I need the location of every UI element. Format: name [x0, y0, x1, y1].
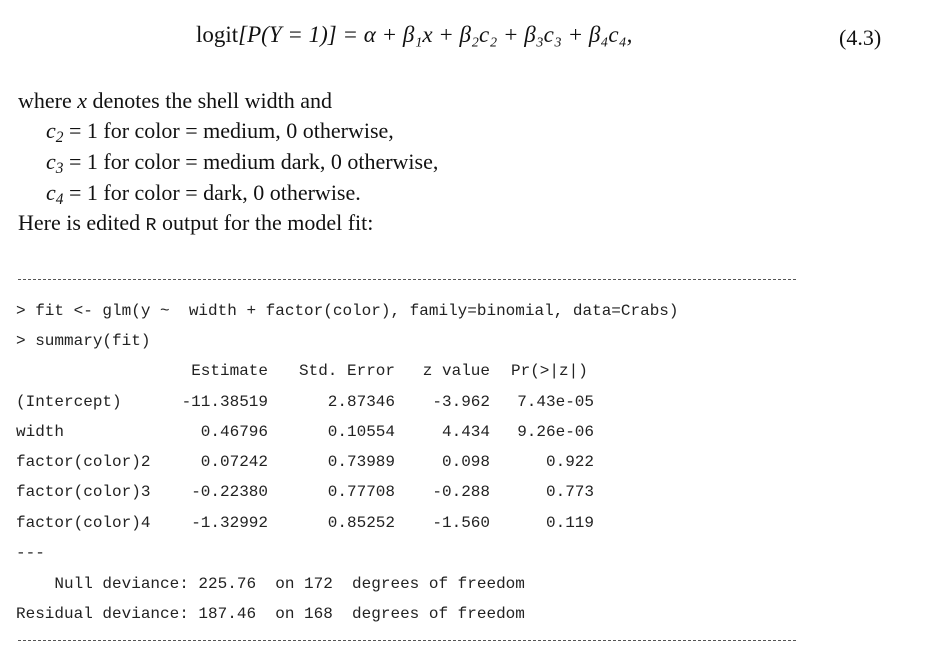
var-c3: $c_3$ — [46, 149, 64, 177]
table-cell-z: -0.288 — [432, 483, 490, 501]
table-cell-se: 0.77708 — [327, 483, 395, 501]
table-cell-p: 9.26e-06 — [517, 423, 594, 441]
table-cell-z: 0.098 — [441, 453, 490, 471]
logit-label: logit — [196, 22, 239, 47]
table-cell-se: 2.87346 — [327, 393, 395, 411]
r-software-label: R — [145, 216, 157, 236]
prose-line-c4: $c_4 = 1$ for color = dark, 0 otherwise. — [46, 180, 361, 208]
equation-rhs: = α + β₁x + β₂c₂ + β₃c₃ + β₄c₄, — [342, 22, 633, 47]
table-cell-p: 0.773 — [545, 483, 594, 501]
var-c4: $c_4$ — [46, 180, 64, 208]
table-cell-estimate: 0.46796 — [200, 423, 268, 441]
equation-lhs: [P(Y = 1)] — [238, 22, 337, 47]
table-row-name: factor(color)2 — [16, 453, 151, 471]
var-c2: $c_2$ — [46, 118, 64, 146]
equation-number: (4.3) — [839, 25, 882, 50]
prose-line-c3: $c_3 = 1$ for color = medium dark, 0 otherwise, — [46, 149, 439, 177]
table-cell-se: 0.85252 — [327, 514, 395, 532]
header-std-error: Std. Error — [298, 362, 395, 380]
residual-deviance-line: Residual deviance: 187.46 on 168 degrees of freedom — [16, 605, 525, 623]
header-z-value: z value — [422, 362, 490, 380]
code-command-glm: > fit <- glm(y ~ width + factor(color), family=binomial, data=Crabs) — [16, 302, 679, 320]
prose-line-where: where x denotes the shell width and — [18, 88, 333, 113]
table-cell-z: -1.560 — [432, 514, 490, 532]
table-row-name: width — [16, 423, 65, 441]
table-cell-p: 0.119 — [545, 514, 594, 532]
table-cell-estimate: -1.32992 — [191, 514, 268, 532]
code-command-summary: > summary(fit) — [16, 332, 151, 350]
table-cell-p: 0.922 — [545, 453, 594, 471]
code-separator: --- — [16, 544, 45, 562]
table-row-name: (Intercept) — [16, 393, 122, 411]
table-row-name: factor(color)3 — [16, 483, 151, 501]
table-cell-z: -3.962 — [432, 393, 490, 411]
table-cell-z: 4.434 — [441, 423, 490, 441]
code-top-rule — [18, 279, 796, 280]
table-row-name: factor(color)4 — [16, 514, 151, 532]
header-p-value: Pr(>|z|) — [511, 362, 588, 380]
var-x: x — [77, 88, 88, 113]
equation-4-3 — [196, 22, 632, 48]
table-cell-se: 0.73989 — [327, 453, 395, 471]
code-bottom-rule — [18, 640, 796, 641]
table-cell-se: 0.10554 — [327, 423, 395, 441]
table-cell-estimate: -0.22380 — [191, 483, 268, 501]
table-cell-estimate: -11.38519 — [181, 393, 268, 411]
table-cell-estimate: 0.07242 — [200, 453, 268, 471]
header-estimate: Estimate — [191, 362, 268, 380]
prose-line-here: Here is edited R output for the model fit: — [18, 210, 374, 236]
null-deviance-line: Null deviance: 225.76 on 172 degrees of freedom — [16, 575, 525, 593]
prose-line-c2: $c_2 = 1$ for color = medium, 0 otherwise, — [46, 118, 394, 146]
table-cell-p: 7.43e-05 — [517, 393, 594, 411]
